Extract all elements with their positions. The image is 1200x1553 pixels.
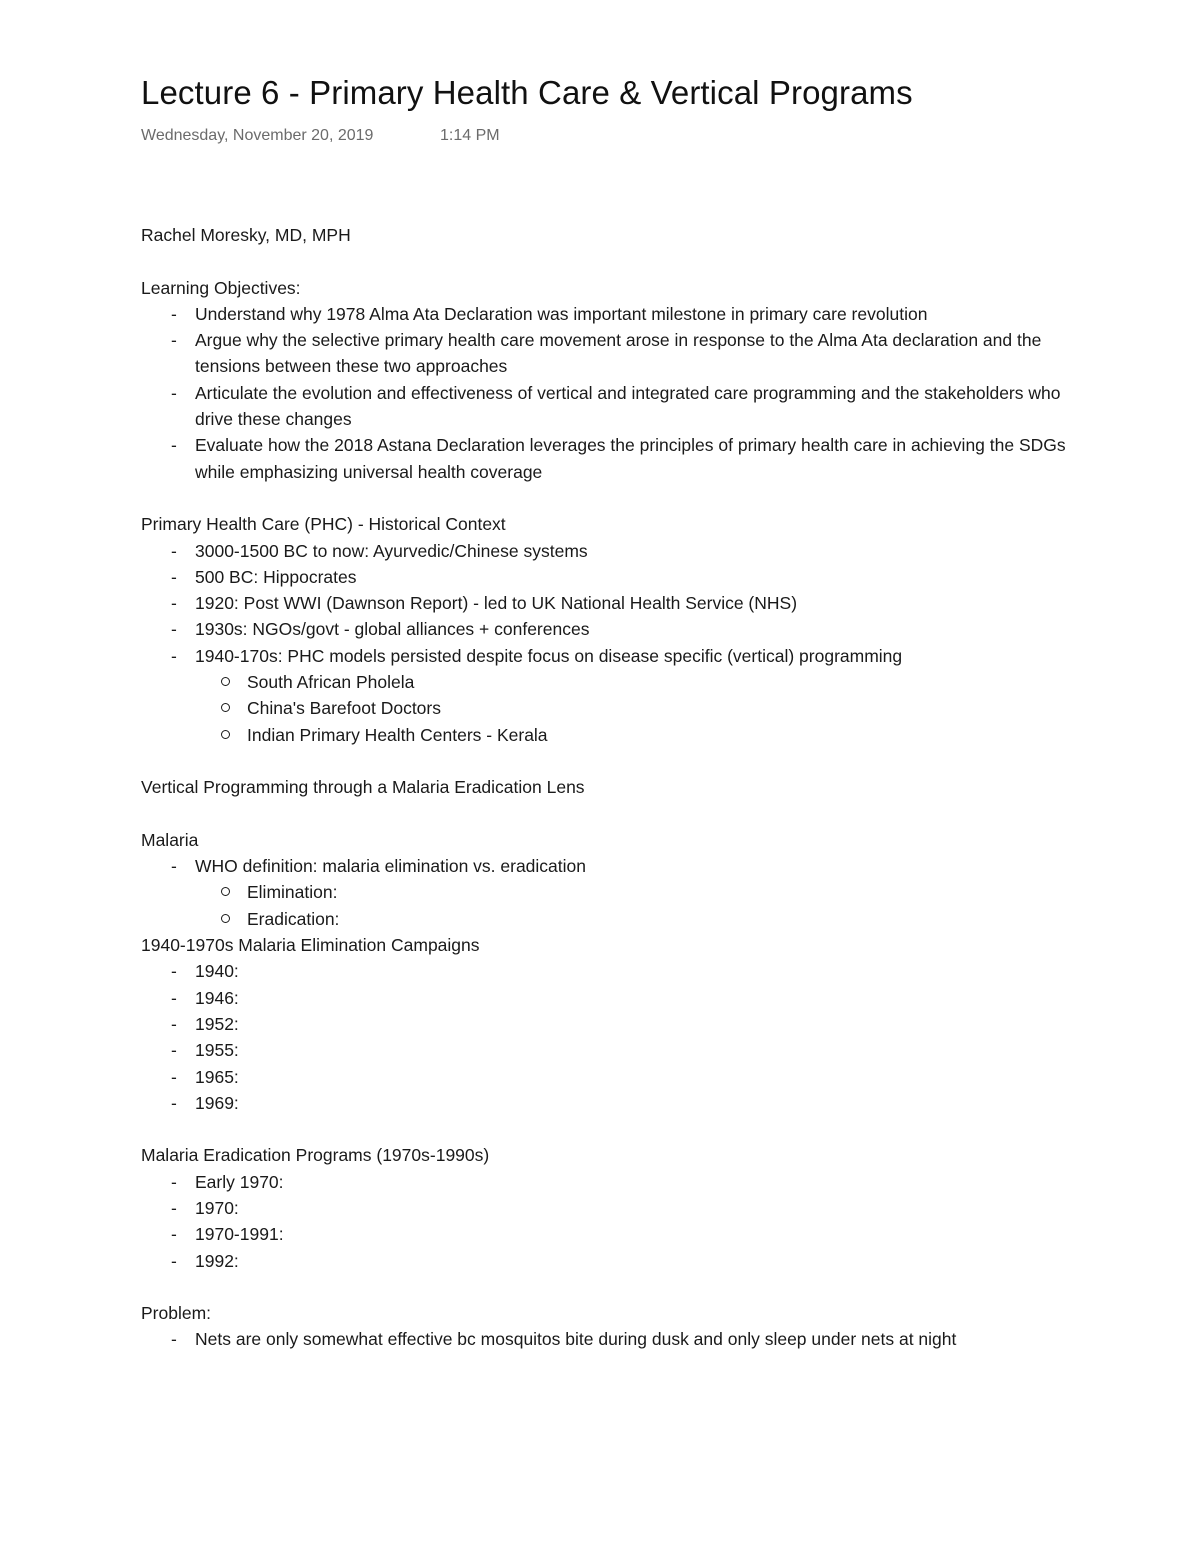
campaigns-heading: 1940-1970s Malaria Elimination Campaigns (141, 935, 480, 956)
dash-bullet: - (171, 1171, 177, 1192)
dash-bullet: - (171, 1040, 177, 1061)
program-item (141, 1195, 1071, 1221)
malaria-text: WHO definition: malaria elimination vs. eradication (195, 856, 586, 877)
program-item (141, 1221, 1071, 1247)
campaign-text: 1969: (195, 1092, 239, 1113)
phc-subitem-text: China's Barefoot Doctors (247, 698, 441, 719)
campaign-text: 1955: (195, 1040, 239, 1061)
dash-bullet: - (171, 645, 177, 666)
vertical-heading: Vertical Programming through a Malaria Eradication Lens (141, 777, 585, 798)
spacer (141, 748, 1071, 774)
phc-text: 3000-1500 BC to now: Ayurvedic/Chinese systems (195, 540, 588, 561)
malaria-item (141, 853, 1071, 879)
phc-text: 1940-170s: PHC models persisted despite focus on disease specific (vertical) programming (195, 645, 903, 666)
note-date: Wednesday, November 20, 2019 (141, 127, 374, 144)
problem-item (141, 1326, 1071, 1352)
campaign-text: 1952: (195, 1013, 239, 1034)
phc-subitem (141, 695, 1071, 721)
phc-subitem (141, 669, 1071, 695)
phc-text: 1930s: NGOs/govt - global alliances + conferences (195, 619, 590, 640)
problem-heading: Problem: (141, 1303, 212, 1324)
campaign-text: 1946: (195, 987, 239, 1008)
objective-item (141, 301, 1071, 327)
dash-bullet: - (171, 1066, 177, 1087)
dash-bullet: - (171, 435, 177, 456)
program-text: 1970: (195, 1197, 239, 1218)
dash-bullet: - (171, 1092, 177, 1113)
spacer (141, 1274, 1071, 1300)
spacer (141, 485, 1071, 511)
circle-bullet-icon (221, 730, 230, 739)
dash-bullet: - (171, 566, 177, 587)
objectives-heading: Learning Objectives: (141, 277, 301, 298)
phc-subitem (141, 722, 1071, 748)
phc-item (141, 643, 1071, 669)
objective-text: Understand why 1978 Alma Ata Declaration was important milestone in primary care revolution (195, 303, 928, 324)
phc-subitem-text: South African Pholela (247, 672, 415, 693)
campaign-item (141, 1090, 1071, 1116)
page-title: Lecture 6 - Primary Health Care & Vertical Programs (141, 74, 913, 111)
malaria-heading: Malaria (141, 829, 199, 850)
phc-text: 1920: Post WWI (Dawnson Report) - led to UK National Health Service (NHS) (195, 593, 798, 614)
dash-bullet: - (171, 856, 177, 877)
phc-item (141, 538, 1071, 564)
campaign-item (141, 985, 1071, 1011)
dash-bullet: - (171, 382, 177, 403)
malaria-subitem (141, 906, 1071, 932)
campaign-item (141, 1064, 1071, 1090)
note-time: 1:14 PM (440, 127, 500, 144)
problem-text: Nets are only somewhat effective bc mosquitos bite during dusk and only sleep under nets at night (195, 1329, 957, 1350)
program-text: 1970-1991: (195, 1224, 284, 1245)
spacer (141, 1116, 1071, 1142)
campaign-item (141, 958, 1071, 984)
dash-bullet: - (171, 1250, 177, 1271)
dash-bullet: - (171, 1224, 177, 1245)
programs-heading: Malaria Eradication Programs (1970s-1990s) (141, 1145, 490, 1166)
circle-bullet-icon (221, 677, 230, 686)
campaign-text: 1965: (195, 1066, 239, 1087)
objective-text: Articulate the evolution and effectiveness of vertical and integrated care programming and the stakeholders who drive these changes (195, 382, 1061, 430)
note-body (141, 222, 1071, 1353)
objective-text: Argue why the selective primary health care movement arose in response to the Alma Ata declaration and the tensions between these two approaches (195, 330, 1042, 377)
phc-heading: Primary Health Care (PHC) - Historical Context (141, 514, 506, 535)
author-line: Rachel Moresky, MD, MPH (141, 225, 351, 245)
phc-item (141, 590, 1071, 616)
malaria-subitem-text: Elimination: (247, 882, 338, 903)
objective-item (141, 380, 1071, 433)
circle-bullet-icon (221, 703, 230, 712)
program-item (141, 1169, 1071, 1195)
program-text: Early 1970: (195, 1171, 284, 1192)
campaign-item (141, 1037, 1071, 1063)
dash-bullet: - (171, 1013, 177, 1034)
dash-bullet: - (171, 1329, 177, 1350)
program-item (141, 1248, 1071, 1274)
dash-bullet: - (171, 330, 177, 351)
dash-bullet: - (171, 593, 177, 614)
phc-subitem-text: Indian Primary Health Centers - Kerala (247, 724, 548, 745)
circle-bullet-icon (221, 914, 230, 923)
malaria-subitem (141, 879, 1071, 905)
objective-item (141, 327, 1071, 380)
program-text: 1992: (195, 1250, 239, 1271)
dash-bullet: - (171, 987, 177, 1008)
circle-bullet-icon (221, 887, 230, 896)
spacer (141, 248, 1071, 274)
phc-text: 500 BC: Hippocrates (195, 566, 357, 587)
malaria-subitem-text: Eradication: (247, 908, 340, 929)
page-meta (141, 127, 500, 145)
dash-bullet: - (171, 540, 177, 561)
campaign-item (141, 1011, 1071, 1037)
campaign-text: 1940: (195, 961, 239, 982)
objective-item (141, 432, 1071, 485)
dash-bullet: - (171, 303, 177, 324)
dash-bullet: - (171, 961, 177, 982)
objective-text: Evaluate how the 2018 Astana Declaration leverages the principles of primary health care in achieving the SDGs while emphasizing universal health coverage (195, 435, 1066, 482)
phc-item (141, 616, 1071, 642)
dash-bullet: - (171, 1197, 177, 1218)
spacer (141, 801, 1071, 827)
dash-bullet: - (171, 619, 177, 640)
phc-item (141, 564, 1071, 590)
